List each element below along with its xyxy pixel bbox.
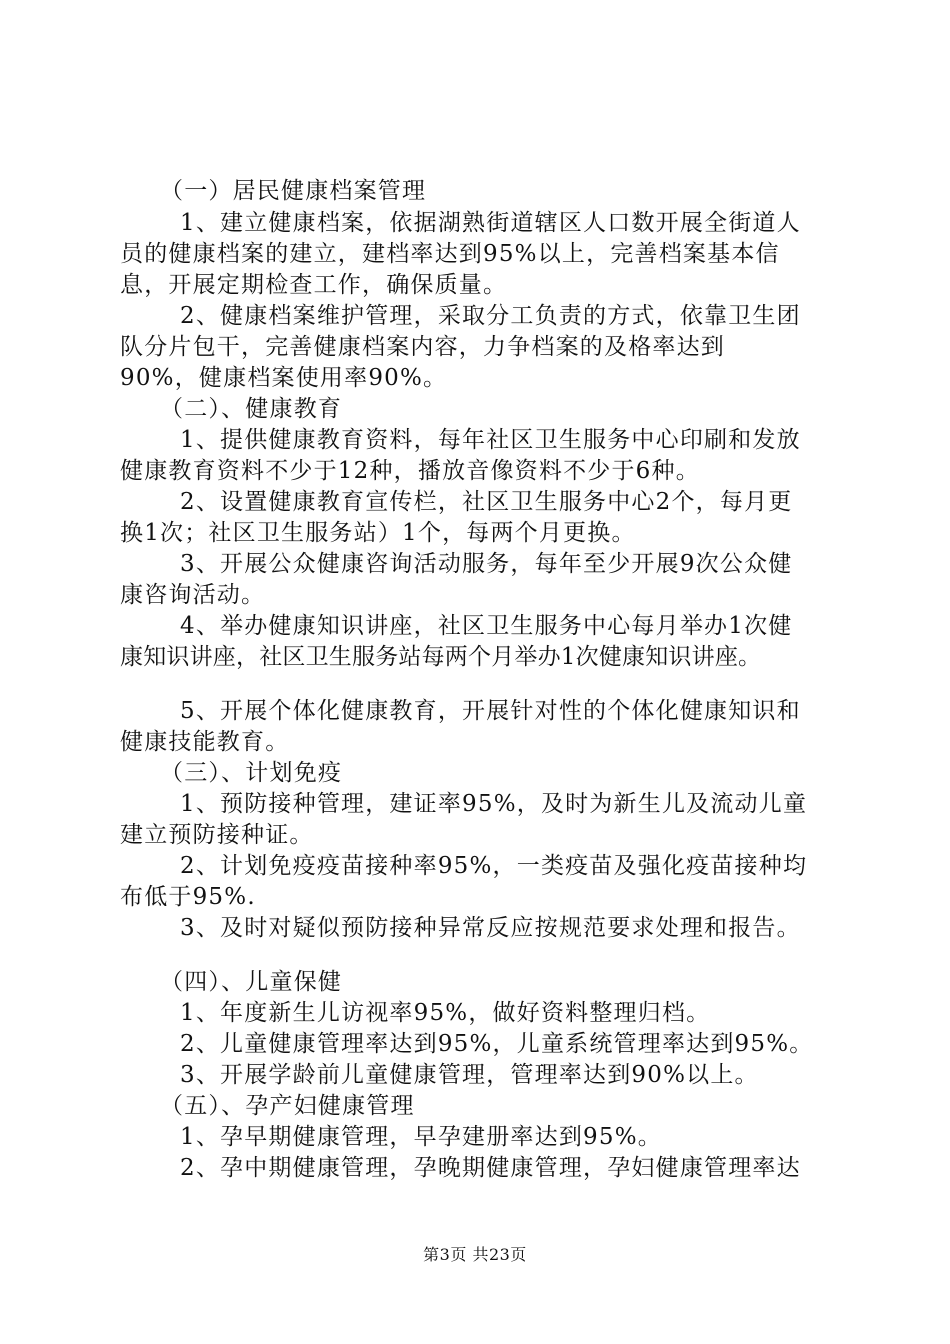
paragraph-line: 队分片包干，完善健康档案内容，力争档案的及格率达到 — [120, 334, 725, 360]
paragraph-line: 90%，健康档案使用率90%。 — [120, 365, 448, 391]
paragraph-line: 2、设置健康教育宣传栏，社区卫生服务中心2个，每月更 — [180, 489, 793, 515]
section-heading: （二）、健康教育 — [160, 396, 343, 422]
paragraph-line: 健康教育资料不少于12种，播放音像资料不少于6种。 — [120, 458, 700, 484]
paragraph-line: 2、儿童健康管理率达到95%，儿童系统管理率达到95%。 — [180, 1031, 814, 1057]
paragraph-line: 1、年度新生儿访视率95%，做好资料整理归档。 — [180, 1000, 711, 1026]
paragraph-line: 布低于95%. — [120, 884, 256, 910]
paragraph-line: 1、预防接种管理，建证率95%，及时为新生儿及流动儿童 — [180, 791, 808, 817]
paragraph-line: 2、计划免疫疫苗接种率95%，一类疫苗及强化疫苗接种均 — [180, 853, 808, 879]
section-heading: （三）、计划免疫 — [160, 760, 343, 786]
paragraph-line: 员的健康档案的建立，建档率达到95%以上，完善档案基本信 — [120, 241, 780, 267]
paragraph-line: 健康技能教育。 — [120, 729, 290, 755]
paragraph-line: 康咨询活动。 — [120, 582, 266, 608]
section-heading: （四）、儿童保健 — [160, 969, 343, 995]
paragraph-line: 康知识讲座，社区卫生服务站每两个月举办1次健康知识讲座。 — [120, 644, 762, 670]
paragraph-line: 1、提供健康教育资料，每年社区卫生服务中心印刷和发放 — [180, 427, 801, 453]
page-number-footer: 第3页 共23页 — [423, 1245, 527, 1264]
paragraph-line: 2、健康档案维护管理，采取分工负责的方式，依靠卫生团 — [180, 303, 801, 329]
paragraph-line: 1、建立健康档案，依据湖熟街道辖区人口数开展全街道人 — [180, 210, 801, 236]
section-heading: （五）、孕产妇健康管理 — [160, 1093, 415, 1119]
paragraph-line: 3、及时对疑似预防接种异常反应按规范要求处理和报告。 — [180, 915, 801, 941]
paragraph-line: 3、开展公众健康咨询活动服务，每年至少开展9次公众健 — [180, 551, 793, 577]
paragraph-line: 2、孕中期健康管理，孕晚期健康管理，孕妇健康管理率达 — [180, 1155, 801, 1181]
paragraph-line: 息，开展定期检查工作，确保质量。 — [120, 272, 508, 298]
paragraph-line: 4、举办健康知识讲座，社区卫生服务中心每月举办1次健 — [180, 613, 793, 639]
paragraph-line: 换1次；社区卫生服务站）1个，每两个月更换。 — [120, 520, 636, 546]
paragraph-line: 5、开展个体化健康教育，开展针对性的个体化健康知识和 — [180, 698, 801, 724]
section-heading: （一）居民健康档案管理 — [160, 178, 427, 204]
paragraph-line: 建立预防接种证。 — [120, 822, 314, 848]
paragraph-line: 1、孕早期健康管理，早孕建册率达到95%。 — [180, 1124, 662, 1150]
paragraph-line: 3、开展学龄前儿童健康管理，管理率达到90%以上。 — [180, 1062, 759, 1088]
